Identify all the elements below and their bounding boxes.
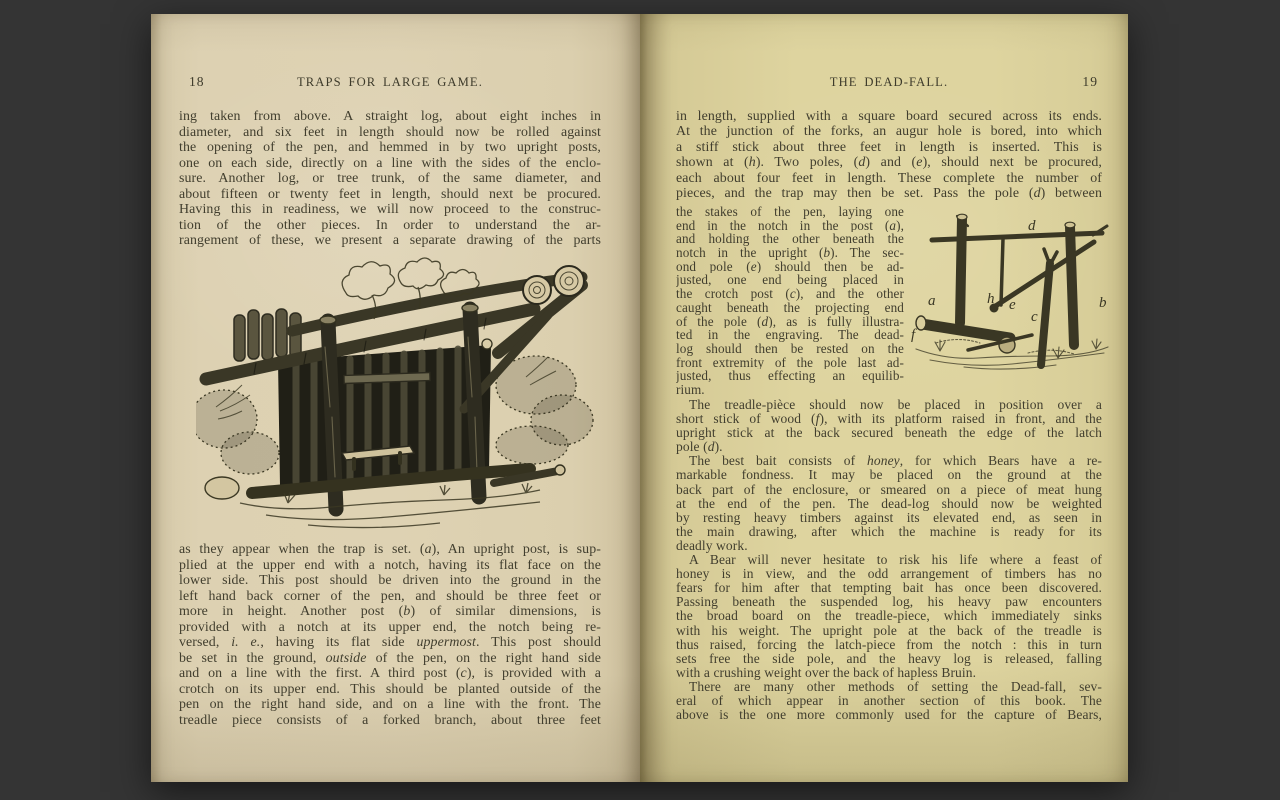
text-line: the opening of the pen, and hemmed in by two upright posts, [179, 140, 601, 155]
figure-label-b: b [1099, 295, 1107, 311]
text-line: rangement of these, we present a separate drawing of the parts [179, 233, 601, 248]
figure-label-e: e [1009, 297, 1016, 313]
page-number-left: 18 [189, 74, 205, 89]
text-line: At the junction of the forks, an augur hole is bored, into which [676, 124, 1102, 140]
text-line: log should then be rested on the [676, 341, 904, 356]
figure-label-d: d [1028, 218, 1036, 234]
text-line: and holding the other beneath the [676, 232, 904, 247]
text-line: of the pole (d), as is fully illustra- [676, 314, 904, 329]
figure-label-g: g [956, 317, 964, 333]
text-line: left hand back corner of the pen, and should be three feet or [179, 588, 601, 604]
text-line: shown at (h). Two poles, (d) and (e), should next be procured, [676, 155, 1102, 171]
text-line: a stiff stick about three feet in length is inserted. This is [676, 139, 1102, 155]
running-head-left [179, 75, 601, 91]
book-spread [151, 14, 1128, 782]
text-line: lower side. This post should be driven into the ground in the [179, 573, 601, 588]
text-column-right-mid [676, 205, 1107, 397]
text-line: Having this in readiness, we will now proceed to the construc- [179, 202, 601, 217]
text-line: pieces, and the trap may then be set. Pass the pole (d) between [676, 185, 1102, 201]
text-line: The treadle-pièce should now be placed in position over a [689, 398, 1102, 412]
deadfall-pen-engraving [196, 257, 596, 535]
text-line: at the end of the pen. The dead-log should now be weighted [676, 496, 1102, 511]
text-line: with his weight. The upright pole at the back of the treadle is [676, 623, 1102, 638]
running-title-right: THE DEAD-FALL. [829, 75, 949, 89]
text-line: markable fondness. It may be placed on the ground at the [676, 468, 1102, 483]
text-line: above is the one more commonly used for the capture of Bears, [676, 708, 1102, 723]
text-column-left-bottom [179, 542, 601, 728]
page-left[interactable] [151, 14, 640, 782]
text-line: one on each side, directly on a line with the sides of the enclo- [179, 155, 601, 171]
text-line: in length, supplied with a square board secured across its ends. [676, 109, 1102, 124]
figure-label-f: f [911, 327, 916, 343]
running-head-right [676, 75, 1102, 91]
text-line: Passing beneath the suspended log, his heavy paw encounters [676, 595, 1102, 610]
text-line: honey is in view, and the odd arrangement of timbers has no [676, 567, 1102, 582]
text-line: treadle piece consists of a forked branch, about three feet [179, 712, 601, 728]
text-line: thus raised, forcing the latch-piece from the notch : this in turn [676, 637, 1102, 652]
text-line: front extremity of the pole last ad- [676, 355, 904, 370]
text-line: end in the notch in the post (a), [676, 218, 904, 233]
text-line: as they appear when the trap is set. (a), An upright post, is sup- [179, 542, 601, 557]
text-line: ing taken from above. A straight log, about eight inches in [179, 109, 601, 124]
text-line: about fifteen or twenty feet in length, should next be procured. [179, 186, 601, 202]
text-line: pen on the right hand side, and on a line with the front. The [179, 697, 601, 712]
text-line: pole (d). [676, 440, 723, 455]
text-line: short stick of wood (f), with its platform raised in front, and the [676, 412, 1102, 427]
figure-label-h: h [987, 291, 995, 307]
page-number-right: 19 [1082, 74, 1098, 89]
text-line: justed, one end being placed in [676, 273, 904, 288]
text-line: the crotch post (c), and the other [676, 287, 904, 301]
text-line: ted in the engraving. The dead- [676, 328, 904, 342]
text-column-left-top [179, 109, 601, 249]
text-line: be set in the ground, outside of the pen, on the right hand side [179, 650, 601, 666]
text-line: back part of the enclosure, or smeared on a piece of meat hung [676, 482, 1102, 497]
text-line: provided with a notch at its upper end, the notch being re- [179, 619, 601, 635]
text-line: with a crushing weight over the back of hapless Bruin. [676, 665, 977, 680]
text-line: upright stick at the back secured beneath the edge of the latch [676, 426, 1102, 441]
text-line: A Bear will never hesitate to risk his life where a feast of [689, 553, 1102, 568]
text-line: diameter, and six feet in length should now be rolled against [179, 124, 601, 140]
text-line: the broad board on the treadle-piece, which immediately sinks [676, 609, 1102, 624]
text-line: fears for him after that tempting bait has once been discovered. [676, 581, 1102, 596]
text-line: deadly work. [676, 538, 748, 553]
text-line: justed, thus effecting an equilib- [676, 369, 904, 383]
text-line: crotch on its upper end. This should be planted outside of the [179, 681, 601, 697]
figure-label-a: a [928, 293, 936, 309]
text-line: caught beneath the projecting end [676, 300, 904, 315]
text-line: plied at the upper end with a notch, having its flat face on the [179, 557, 601, 573]
text-line: tion of the other pieces. In order to understand the ar- [179, 217, 601, 233]
text-line: versed, i. e., having its flat side uppermost. This post should [179, 635, 601, 650]
page-right[interactable] [640, 14, 1128, 782]
text-line: and on a line with the first. A third post (c), is provided with a [179, 666, 601, 681]
text-line: rium. [676, 382, 705, 397]
text-line: the stakes of the pen, laying one [676, 205, 904, 219]
text-line: notch in the upright (b). The sec- [676, 246, 904, 260]
text-column-right-bottom [676, 398, 1102, 722]
text-line: each about four feet in length. These complete the number of [676, 170, 1102, 186]
text-line: sure. Another log, or tree trunk, of the same diameter, and [179, 171, 601, 186]
text-line: by resting heavy timbers against its elevated end, as seen in [676, 510, 1102, 525]
text-line: more in height. Another post (b) of similar dimensions, is [179, 604, 601, 619]
running-title-left: TRAPS FOR LARGE GAME. [297, 75, 483, 89]
text-line: eral of which appear in another section of this book. The [676, 693, 1102, 708]
text-line: ond pole (e) should then be ad- [676, 259, 904, 274]
text-line: sets free the side pole, and the heavy log is released, falling [676, 651, 1102, 666]
text-line: the main drawing, after which the machine is ready for its [676, 524, 1102, 539]
deadfall-parts-figure [910, 203, 1116, 371]
text-column-right-top [676, 109, 1102, 201]
figure-label-c: c [1031, 309, 1038, 325]
text-line: There are many other methods of setting the Dead-fall, sev- [689, 679, 1102, 694]
text-line: The best bait consists of honey, for which Bears have a re- [689, 454, 1102, 469]
